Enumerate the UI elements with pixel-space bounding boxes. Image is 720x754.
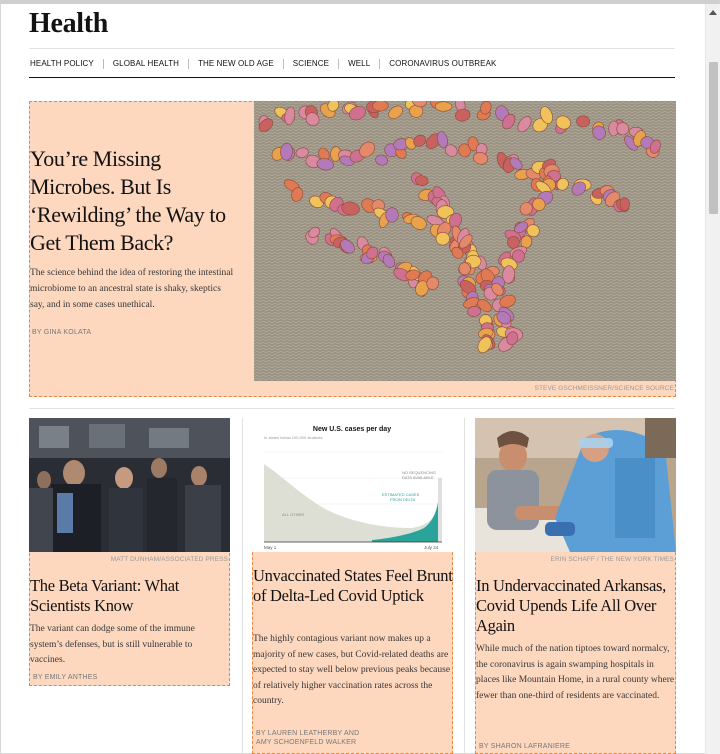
lead-photo-credit: STEVE GSCHMEISSNER/SCIENCE SOURCE (534, 385, 674, 392)
scrollbar-thumb[interactable] (709, 62, 718, 214)
divider (29, 48, 675, 49)
story-card-beta-variant[interactable] (29, 418, 230, 686)
column-divider (464, 418, 465, 754)
card-summary: The highly contagious variant now makes up a majority of new cases, but Covid-related deaths are expected to stay well below previous peaks because of relatively higher vaccination rates across the country. (253, 634, 451, 706)
card-headline[interactable]: The Beta Variant: What Scientists Know (30, 576, 180, 615)
microbe-bead (576, 115, 590, 127)
card-summary: The variant can dodge some of the immune system’s defenses, but is still vulnerable to vaccines. (30, 624, 195, 665)
chart-note: DATA AVAILABLE (402, 475, 434, 480)
scroll-up-arrow-icon[interactable] (709, 10, 717, 15)
column-divider (242, 418, 243, 754)
crowd-train-photo[interactable] (29, 418, 230, 552)
chart-tick-label: July 24 (424, 545, 439, 550)
subnav-item-well[interactable]: WELL (338, 59, 379, 69)
microbe-bead (435, 102, 452, 112)
cases-chart-thumbnail[interactable] (252, 418, 453, 552)
subnav-item-coronavirus-outbreak[interactable]: CORONAVIRUS OUTBREAK (379, 59, 505, 69)
divider (29, 77, 675, 78)
card-photo-credit: ERIN SCHAFF / THE NEW YORK TIMES (550, 556, 674, 563)
chart-label: FROM DELTA (390, 497, 416, 502)
card-headline[interactable]: Unvaccinated States Feel Brunt of Delta-Led Covid Uptick (253, 566, 453, 605)
lead-headline[interactable]: You’re Missing Microbes. But Is ‘Rewilding’ the Way to Get Them Back? (30, 146, 226, 255)
card-byline: BY LAUREN LEATHERBY AND (256, 730, 360, 737)
microbes-micrograph-image[interactable] (254, 101, 676, 381)
chart-title: New U.S. cases per day (312, 426, 392, 433)
section-subnav (29, 59, 505, 69)
lead-summary: The science behind the idea of restoring the intestinal microbiome to an ancestral state is shaky, skeptics say, and in some cases unethical. (30, 268, 234, 310)
lead-byline: BY GINA KOLATA (32, 329, 92, 336)
subnav-item-global-health[interactable]: GLOBAL HEALTH (103, 59, 188, 69)
subnav-item-science[interactable]: SCIENCE (283, 59, 338, 69)
divider (29, 408, 675, 409)
card-byline: AMY SCHOENFELD WALKER (256, 739, 357, 746)
chart-note: NO SEQUENCING (402, 470, 437, 475)
vertical-scrollbar[interactable] (705, 4, 720, 754)
microbe-bead (385, 207, 398, 222)
card-summary: While much of the nation tiptoes toward normalcy, the coronavirus is again swamping hospitals in places like Mountain Home, in a rural county where fewer than one-third of residents are vaccinated. (476, 644, 675, 701)
subnav-item-new-old-age[interactable]: THE NEW OLD AGE (188, 59, 283, 69)
card-byline: BY SHARON LAFRANIERE (479, 743, 571, 750)
subnav-item-health-policy[interactable]: HEALTH POLICY (30, 59, 94, 68)
card-byline: BY EMILY ANTHES (33, 674, 98, 681)
lead-story[interactable] (29, 101, 676, 397)
chart-label: ALL OTHER (282, 512, 305, 517)
chart-tick-label: May 1 (264, 545, 277, 550)
hospital-patient-photo[interactable] (475, 418, 676, 552)
story-card-unvaccinated-states[interactable] (252, 418, 453, 754)
section-title[interactable]: Health (29, 8, 109, 39)
chart-label: ESTIMATED CASES (382, 492, 420, 497)
lead-story-text (29, 101, 254, 381)
card-photo-credit: MATT DUNHAM/ASSOCIATED PRESS (110, 556, 228, 563)
story-card-arkansas-covid[interactable] (475, 418, 676, 754)
card-headline[interactable]: In Undervaccinated Arkansas, Covid Upends Life All Over Again (476, 576, 666, 635)
chart-subtitle: In states below 100,000 students (264, 435, 323, 440)
